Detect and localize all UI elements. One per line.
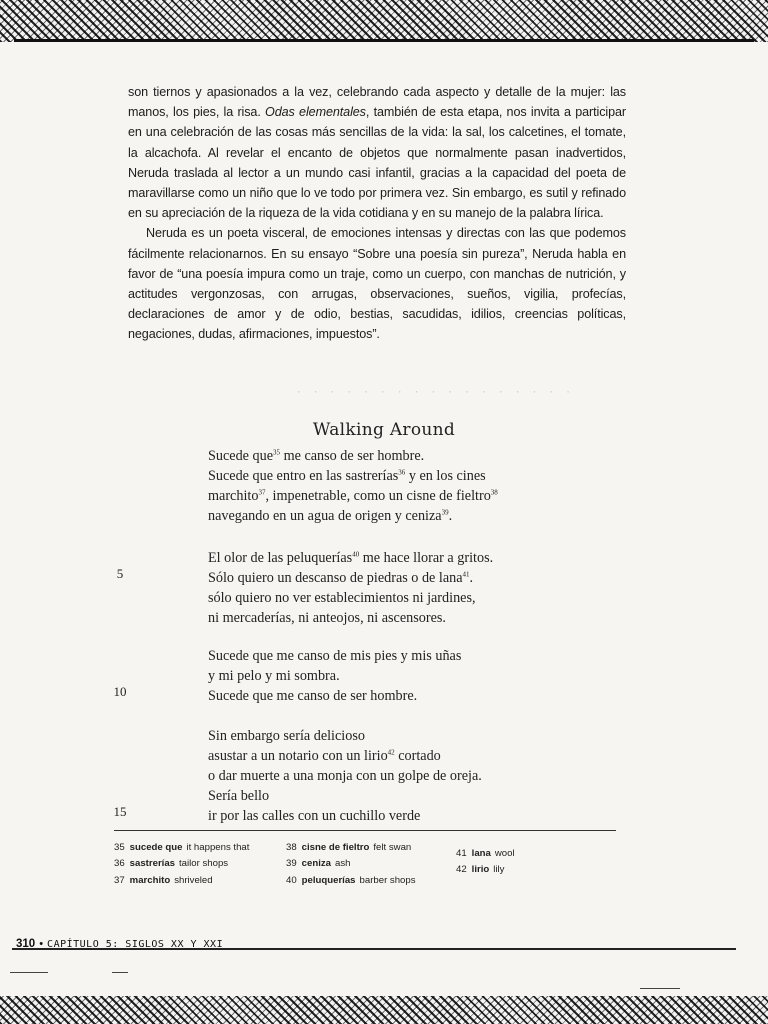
poem-line [208,808,420,825]
poem-line [208,508,452,525]
scan-mark [640,988,680,989]
intro-prose [128,82,626,345]
footnote-ref: 42 [387,748,395,757]
footnote-ref: 38 [490,488,498,497]
footnote-ref: 40 [352,550,360,559]
poem-line [208,688,417,705]
scan-edge-top [0,0,768,42]
poem-text: ni mercaderías, ni anteojos, ni ascensores. [208,610,446,626]
footnote-gloss: it happens that [186,842,250,853]
poem-text: Sólo quiero un descanso de piedras o de lana [208,570,463,586]
footnote-number: 38 [286,842,297,853]
footnote-gloss: wool [494,848,515,859]
line-number-10: 10 [113,684,127,699]
chapter-title: CAPÍTULO 5: SIGLOS XX Y XXI [47,939,224,950]
footnote-gloss: shriveled [174,875,213,886]
footnote-number: 36 [114,858,125,869]
poem-text: Sucede que entro en las sastrerías [208,468,399,484]
footnote-item [114,875,213,886]
footnote-item [286,858,350,869]
scan-mark [112,972,128,973]
footnote-number: 37 [114,875,125,886]
page-number: 310 [16,938,36,950]
poem-text: o dar muerte a una monja con un golpe de oreja. [208,768,482,784]
footnote-number: 42 [456,864,467,875]
footnote-term: sucede que [129,842,183,853]
poem-text: Sucede que me canso de ser hombre. [208,688,418,704]
poem-line [208,488,498,505]
poem-line [208,610,446,627]
odas-title: Odas elementales [265,105,366,120]
poem-text: Sucede que me canso de mis pies y mis uñas [208,648,462,664]
poem-text: , impenetrable, como un cisne de fieltro [265,488,491,504]
poem-line [208,768,482,785]
poem-line [208,668,340,685]
poem-text: asustar a un notario con un lirio [208,748,388,764]
footnote-term: sastrerías [129,858,176,869]
footnote-term: marchito [129,875,171,886]
paragraph-1-start: son tiernos y apasionados a la vez, celebrando cada aspecto y detalle de la mujer: las manos, los pies, la risa. [128,85,626,120]
footnote-ref: 39 [441,508,449,517]
footnote-term: ceniza [301,858,332,869]
footnote-number: 35 [114,842,125,853]
footnote-item [114,858,228,869]
poem-text: me canso de ser hombre. [280,448,425,464]
footnote-item [286,842,411,853]
poem-text: . [448,508,453,524]
footnote-gloss: ash [335,858,351,869]
poem-text: . [469,570,474,586]
line-number-5: 5 [116,566,124,581]
footnote-term: cisne de fieltro [301,842,370,853]
poem-text: y en los cines [405,468,486,484]
footnote-ref: 37 [258,488,266,497]
poem-text: Sin embargo sería delicioso [208,728,365,744]
poem-text: El olor de las peluquerías [208,550,353,566]
page-footer [16,938,736,950]
footer-separator: • [39,938,44,950]
footnote-divider [114,830,616,831]
poem-text: navegando en un agua de origen y ceniza [208,508,442,524]
poem-text: Sería bello [208,788,270,804]
line-number-15: 15 [113,804,127,819]
poem-line [208,788,269,805]
poem-text: Sucede que [208,448,274,464]
poem-text: cortado [394,748,441,764]
footnote-gloss: lily [493,864,505,875]
footnote-ref: 41 [462,570,470,579]
footnote-term: peluquerías [301,875,356,886]
poem-text: sólo quiero no ver establecimientos ni jardines, [208,590,476,606]
footnote-ref: 35 [273,448,281,457]
footnote-item [286,875,416,886]
poem-title: Walking Around [312,420,456,440]
footnote-term: lirio [471,864,490,875]
poem-line [208,550,493,567]
footnote-term: lana [471,848,491,859]
poem-line [208,570,473,587]
footnote-number: 39 [286,858,297,869]
poem-line [208,590,476,607]
poem-line [208,448,424,465]
footnote-gloss: barber shops [359,875,416,886]
poem-text: y mi pelo y mi sombra. [208,668,340,684]
footnote-ref: 36 [398,468,406,477]
footnote-gloss: tailor shops [179,858,229,869]
paragraph-2: Neruda es un poeta visceral, de emociones intensas y directas con las que podemos fácilmente relacionarnos. En su ensayo “Sobre una poesía sin pureza”, Neruda habla en favor de “una poesía impura como un traje, como un cuerpo, con manchas de nutrición, y actitudes vergonzosas, con arrugas, observaciones, sueños, vigilia, profecías, declaraciones de amor y de odio, bestias, sacudidas, idilios, creencias políticas, negaciones, dudas, afirmaciones, impuestos”. [128,226,626,342]
footnote-gloss: felt swan [373,842,412,853]
paragraph-1 [128,82,626,223]
paragraph-1-rest: , también de esta etapa, nos invita a participar en una celebración de las cosas más sencillas de la vida: la sal, los calcetines, el tomate, la alcachofa. Al revelar el encanto de objetos que normalmente pasan inadvertidos, Neruda traslada al lector a un mundo casi infantil, gracias a la capacidad del poeta de maravillarse como un niño que lo ve todo por primera vez. Sin embargo, es sutil y refinado en su apreciación de la riqueza de la vida cotidiana y en su manejo de la palabra lírica. [128,105,626,221]
faint-ornament: · · · · · · · · · · · · · · · · · [296,388,574,398]
footnote-number: 41 [456,848,467,859]
poem-line [208,748,441,765]
poem-text: me hace llorar a gritos. [359,550,494,566]
footnote-item [456,848,515,859]
poem-line [208,468,486,485]
footnote-item [456,864,504,875]
footnote-number: 40 [286,875,297,886]
scan-mark [10,972,48,973]
poem-line [208,648,461,665]
scan-edge-bottom [0,996,768,1024]
poem-text: ir por las calles con un cuchillo verde [208,808,421,824]
poem-text: marchito [208,488,259,504]
footnote-item [114,842,249,853]
poem-line [208,728,365,745]
